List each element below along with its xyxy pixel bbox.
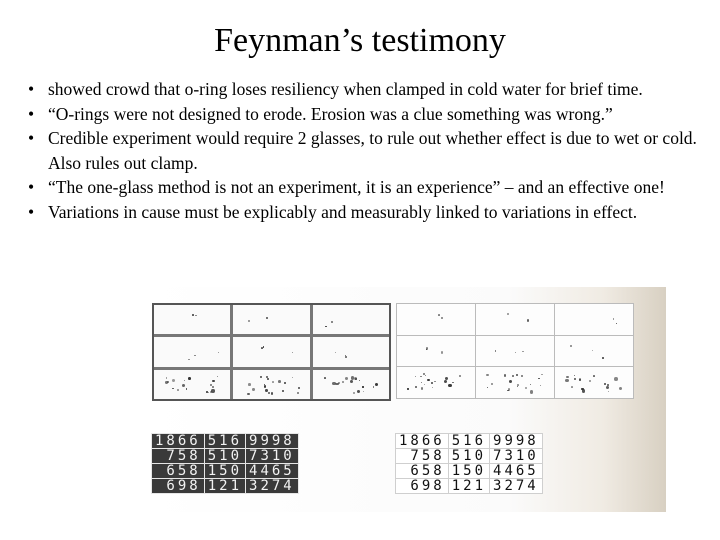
speck [525,387,527,389]
grid-cell [233,337,309,366]
table-row [152,434,299,449]
speck [184,380,185,381]
bullet-dot-icon: • [28,79,35,99]
speck [613,318,615,320]
table-cell: 4465 [490,464,543,479]
speck [593,375,595,377]
table-cell: 698 [152,479,205,494]
grid-cell [313,337,389,366]
table-row [152,479,299,494]
speck [541,374,543,376]
bullet-item [26,175,716,200]
speck [325,326,326,327]
speck [177,389,179,391]
speck [195,315,197,317]
table-cell: 121 [448,479,489,494]
table-cell: 150 [204,464,245,479]
grid-cell [154,337,230,366]
speck [284,382,286,384]
speck [574,375,575,376]
table-row [396,464,543,479]
speck [571,386,573,388]
bullet-dot-icon: • [28,177,35,197]
table-cell: 7310 [490,449,543,464]
speck [415,376,416,377]
sample-grid-left [152,303,391,401]
speck [491,383,493,385]
speck [608,391,609,392]
speck [509,380,512,383]
speck [487,387,488,388]
speck [530,390,534,394]
speck [166,377,167,378]
speck [192,314,194,316]
speck [459,375,461,377]
table-cell: 510 [448,449,489,464]
speck [282,390,284,392]
table-cell: 9998 [490,434,543,449]
speck [362,386,363,387]
grid-cell [313,370,389,399]
speck [278,380,281,383]
speck [619,387,622,390]
speck [530,384,531,385]
speck [486,374,489,377]
table-cell: 698 [396,479,449,494]
table-cell: 3274 [490,479,543,494]
bullet-text: “The one-glass method is not an experiment, it is an experience” – and an effective one! [48,177,665,197]
speck [264,385,266,387]
speck [565,379,568,382]
speck [212,380,215,383]
speck [445,377,448,380]
bullet-dot-icon: • [28,201,35,222]
table-cell: 516 [204,434,245,449]
speck [263,346,265,348]
table-cell: 9998 [246,434,299,449]
speck [342,381,344,383]
speck [335,352,336,353]
speck [438,314,440,316]
speck [357,390,360,393]
bullet-text: “O-rings were not designed to erode. Erosion was a clue something was wrong.” [48,103,613,124]
speck [441,317,444,320]
speck [452,382,454,384]
grid-cell [397,367,475,398]
speck [540,385,541,386]
speck [616,323,618,325]
grid-cell [313,305,389,334]
table-cell: 658 [396,464,449,479]
speck [431,382,434,385]
speck [268,392,270,394]
number-table-right [395,433,543,494]
table-row [396,449,543,464]
table-row [152,464,299,479]
speck [292,377,293,378]
bullet-text: Variations in cause must be explicably and measurably linked to variations in effect. [48,201,638,222]
bullet-item [26,126,716,175]
table-cell: 516 [448,434,489,449]
speck [167,381,169,383]
speck [172,379,175,382]
speck [589,380,591,382]
speck [602,357,604,359]
bullet-list [26,77,716,224]
speck [188,359,189,360]
speck [353,392,355,394]
speck [421,382,422,383]
speck [606,386,609,389]
speck [444,380,447,383]
speck [373,386,375,388]
speck [345,377,348,380]
speck [432,387,433,388]
table-row [396,434,543,449]
grid-cell [154,370,230,399]
bullet-text: showed crowd that o-ring loses resiliency when clamped in cold water for brief time. [48,79,643,99]
speck [217,376,219,378]
speck [265,389,268,392]
speck [172,388,173,389]
grid-cell [555,304,633,335]
speck [188,377,191,380]
grid-cell [476,336,554,367]
table-cell: 1866 [152,434,205,449]
grid-cell [555,336,633,367]
grid-cell [555,367,633,398]
speck [208,392,209,393]
speck [427,379,430,382]
speck [331,321,333,323]
speck [298,387,300,389]
table-cell: 150 [448,464,489,479]
sample-grid-right [396,303,634,399]
speck [579,378,581,380]
speck [218,352,219,353]
table-cell: 658 [152,464,205,479]
bullet-item [26,77,716,102]
table-row [152,449,299,464]
speck [507,313,509,315]
speck [495,350,497,352]
speck [324,377,326,379]
speck [297,392,299,394]
speck [521,375,523,377]
speck [266,317,268,319]
table-cell: 758 [152,449,205,464]
grid-cell [233,305,309,334]
grid-cell [233,370,309,399]
table-cell: 7310 [246,449,299,464]
table-cell: 121 [204,479,245,494]
speck [292,352,293,353]
speck [271,392,274,395]
bullet-item [26,102,716,127]
speck [415,386,418,389]
table-cell: 1866 [396,434,449,449]
speck [210,391,212,393]
table-cell: 758 [396,449,449,464]
speck [441,351,443,353]
number-table-left [151,433,299,494]
speck [527,319,529,321]
speck [522,351,524,353]
speck [448,384,451,387]
speck [508,388,511,391]
speck [614,377,618,381]
table-row [396,479,543,494]
grid-cell [476,367,554,398]
bullet-dot-icon: • [28,128,35,148]
speck [335,383,337,385]
speck [359,380,360,381]
bullet-text: Credible experiment would require 2 glasses, to rule out whether effect is due to wet or cold. Also rules out clamp. [48,128,697,173]
speck [434,381,435,382]
slide-title: Feynman’s testimony [214,22,506,59]
speck [182,384,185,387]
speck [363,391,364,392]
speck [186,388,188,390]
speck [512,375,514,377]
speck [425,375,426,376]
speck [248,320,250,322]
speck [267,378,269,380]
speck [516,374,518,376]
speck [350,380,353,383]
speck [517,386,518,387]
speck [375,383,378,386]
table-cell: 3274 [246,479,299,494]
speck [355,378,357,380]
speck [260,376,261,377]
grid-cell [397,304,475,335]
speck [252,388,255,391]
speck [504,374,507,377]
speck [570,345,572,347]
bullet-item [26,200,716,225]
speck [421,387,423,389]
speck [538,378,540,380]
speck [420,376,421,377]
speck [194,355,196,357]
speck [592,350,593,351]
table-cell: 510 [204,449,245,464]
speck [212,386,214,388]
grid-cell [154,305,230,334]
speck [247,393,249,395]
speck [424,384,425,385]
speck [515,352,516,353]
grid-cell [397,336,475,367]
speck [272,381,274,383]
speck [574,378,575,379]
bullet-dot-icon: • [28,103,35,124]
speck [248,383,251,386]
speck [338,382,340,384]
table-cell: 4465 [246,464,299,479]
speck [345,356,347,358]
speck [604,383,606,385]
grid-cell [476,304,554,335]
speck [407,388,408,389]
